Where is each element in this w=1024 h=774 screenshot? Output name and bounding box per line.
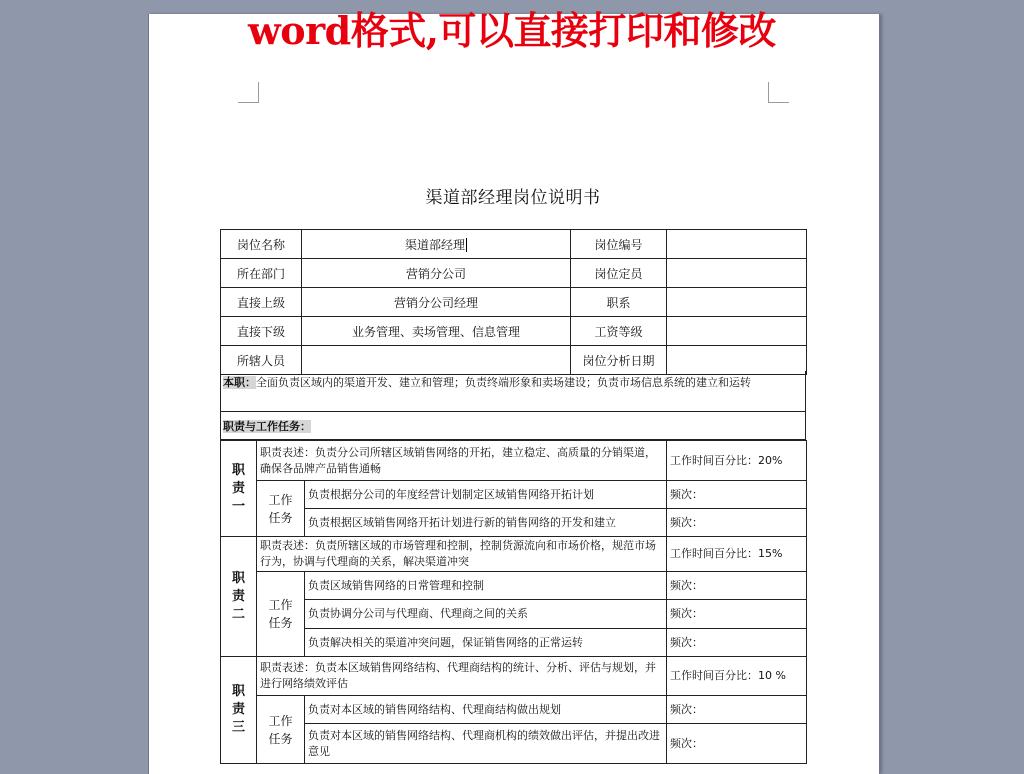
task-frequency[interactable]: 频次：: [667, 724, 807, 764]
table-row: [221, 441, 807, 481]
field-label[interactable]: 直接下级: [221, 317, 302, 346]
table-row: [221, 230, 807, 259]
field-label[interactable]: 岗位分析日期: [571, 346, 667, 375]
duties-heading: 职责与工作任务：: [223, 420, 311, 433]
table-row: [221, 724, 807, 764]
duty-block-2: [220, 536, 807, 657]
table-row: [221, 481, 807, 509]
table-row: [221, 629, 807, 657]
task-frequency[interactable]: 频次：: [667, 696, 807, 724]
field-label[interactable]: 职系: [571, 288, 667, 317]
task-text[interactable]: 负责区域销售网络的日常管理和控制: [305, 572, 667, 600]
field-label[interactable]: 所辖人员: [221, 346, 302, 375]
field-value[interactable]: [667, 259, 807, 288]
table-row: [221, 600, 807, 629]
field-value[interactable]: [667, 317, 807, 346]
document-title[interactable]: 渠道部经理岗位说明书: [425, 188, 601, 208]
field-label[interactable]: 岗位编号: [571, 230, 667, 259]
task-text[interactable]: 负责解决相关的渠道冲突问题，保证销售网络的正常运转: [305, 629, 667, 657]
text-cursor: [466, 238, 467, 252]
table-row: [221, 509, 807, 537]
field-label[interactable]: 所在部门: [221, 259, 302, 288]
table-row: [221, 696, 807, 724]
task-frequency[interactable]: 频次：: [667, 572, 807, 600]
field-label[interactable]: 直接上级: [221, 288, 302, 317]
task-frequency[interactable]: 频次：: [667, 481, 807, 509]
field-label[interactable]: 岗位定员: [571, 259, 667, 288]
table-row: [221, 288, 807, 317]
table-row: [221, 259, 807, 288]
task-frequency[interactable]: 频次：: [667, 629, 807, 657]
duty-label: 职 责 二: [221, 537, 257, 657]
task-text[interactable]: 负责对本区域的销售网络结构、代理商结构做出规划: [305, 696, 667, 724]
duty-label: 职 责 一: [221, 441, 257, 537]
table-row: [221, 572, 807, 600]
table-row: [221, 537, 807, 572]
crop-mark-top-right: [768, 82, 789, 103]
duty-block-1: [220, 440, 807, 537]
duty-block-3: [220, 656, 807, 764]
task-frequency[interactable]: 频次：: [667, 600, 807, 629]
task-text[interactable]: 负责根据区域销售网络开拓计划进行新的销售网络的开发和建立: [305, 509, 667, 537]
task-label: 工作 任务: [257, 572, 305, 657]
task-frequency[interactable]: 频次：: [667, 509, 807, 537]
task-label: 工作 任务: [257, 696, 305, 764]
field-value[interactable]: 渠道部经理: [302, 230, 571, 259]
table-row: [221, 317, 807, 346]
field-value[interactable]: [667, 288, 807, 317]
task-text[interactable]: 负责对本区域的销售网络结构、代理商机构的绩效做出评估，并提出改进意见: [305, 724, 667, 764]
table-row: [221, 657, 807, 696]
field-value[interactable]: [667, 230, 807, 259]
duty-percent[interactable]: 工作时间百分比：20%: [667, 441, 807, 481]
duty-statement[interactable]: 职责表述：负责分公司所辖区域销售网络的开拓，建立稳定、高质量的分销渠道，确保各品牌产品销售通畅: [257, 441, 667, 481]
field-value[interactable]: 业务管理、卖场管理、信息管理: [302, 317, 571, 346]
field-value[interactable]: 营销分公司: [302, 259, 571, 288]
task-label: 工作 任务: [257, 481, 305, 537]
duty-statement[interactable]: 职责表述：负责本区域销售网络结构、代理商结构的统计、分析、评估与规划，并进行网络绩效评估: [257, 657, 667, 696]
duties-heading-section[interactable]: [220, 412, 806, 440]
task-text[interactable]: 负责根据分公司的年度经营计划制定区域销售网络开拓计划: [305, 481, 667, 509]
promo-banner: word格式,可以直接打印和修改: [248, 8, 776, 53]
field-value[interactable]: 营销分公司经理: [302, 288, 571, 317]
duty-statement[interactable]: 职责表述：负责所辖区域的市场管理和控制，控制货源流向和市场价格，规范市场行为，协调与代理商的关系，解决渠道冲突: [257, 537, 667, 572]
duty-label: 职 责 三: [221, 657, 257, 764]
field-label[interactable]: 岗位名称: [221, 230, 302, 259]
duty-percent[interactable]: 工作时间百分比：10 %: [667, 657, 807, 696]
duty-percent[interactable]: 工作时间百分比：15%: [667, 537, 807, 572]
main-duty-text: 全面负责区域内的渠道开发、建立和管理；负责终端形象和卖场建设；负责市场信息系统的建立和运转: [256, 376, 751, 389]
position-info-table: [220, 229, 807, 375]
main-duty-section[interactable]: [220, 371, 806, 412]
field-label[interactable]: 工资等级: [571, 317, 667, 346]
task-text[interactable]: 负责协调分公司与代理商、代理商之间的关系: [305, 600, 667, 629]
crop-mark-top-left: [238, 82, 259, 103]
main-duty-label: 本职：: [223, 376, 256, 389]
